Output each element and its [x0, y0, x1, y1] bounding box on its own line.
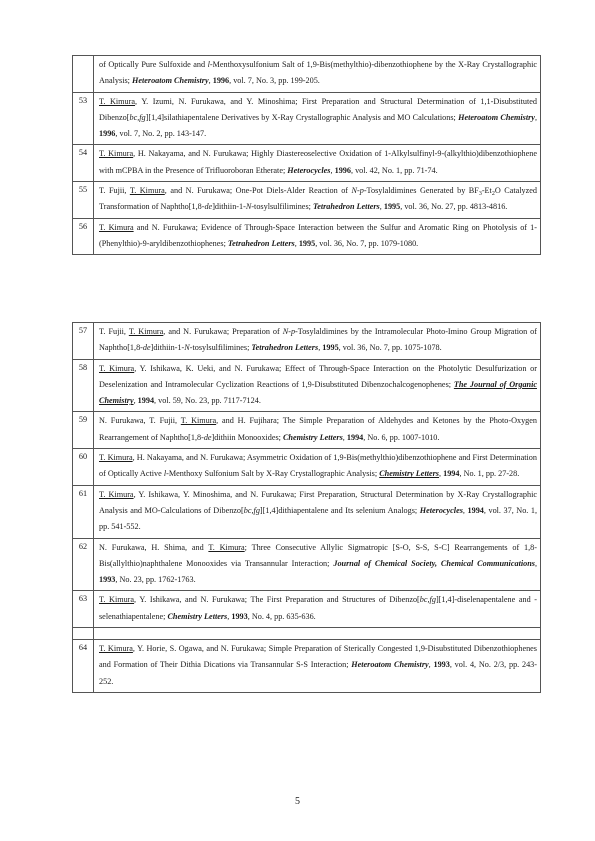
citation-text: [94, 145, 541, 182]
citation-segment: Tetrahedron Letters: [312, 202, 380, 212]
citation-segment: T. Kimura: [208, 542, 245, 552]
citation-segment: de: [203, 432, 212, 442]
citation-segment: Heteroatom Chemistry: [458, 112, 535, 122]
entry-number: 62: [73, 538, 94, 591]
citation-segment: N-p: [282, 327, 296, 336]
citation-segment: 1995: [322, 343, 339, 353]
citation-segment: bc,fg: [129, 112, 146, 122]
entry-number: 55: [73, 182, 94, 219]
publication-row: [73, 56, 541, 93]
citation-segment: , vol. 42, No. 1, pp. 71-74.: [350, 165, 438, 175]
citation-segment: 1993: [99, 575, 116, 585]
citation-segment: N: [184, 343, 190, 353]
citation-segment: , vol. 37, No. 1, pp. 541-552.: [99, 505, 538, 532]
citation-segment: bc,fg: [243, 505, 260, 515]
citation-segment: N-p: [351, 186, 364, 196]
citation-segment: , Y. Ishikawa, and N. Furukawa; The First Preparation and Structures of Dibenzo[: [134, 595, 420, 605]
publication-row: [73, 591, 541, 628]
publication-table-lower: [72, 322, 541, 693]
publication-row: [73, 182, 541, 219]
entry-number: 59: [73, 412, 94, 449]
citation-segment: , No. 6, pp. 1007-1010.: [363, 432, 440, 442]
citation-text: [94, 412, 541, 449]
citation-segment: 1994: [346, 432, 364, 442]
entry-number: 54: [73, 145, 94, 182]
entry-number: 56: [73, 218, 94, 255]
citation-segment: ][1,4]dithiapentalene and Its selenium Analogs;: [259, 505, 420, 515]
citation-segment: ][1,4]silathiapentalene Derivatives by X-Ray Crystallographic Analysis and MO Calculations;: [145, 112, 459, 122]
citation-segment: bc,fg: [419, 595, 436, 605]
citation-segment: -Tosylaldimines Generated by BF: [363, 186, 479, 196]
citation-segment: , vol. 36, No. 7, pp. 1075-1078.: [338, 343, 442, 353]
citation-text: [94, 449, 541, 486]
publication-row: [73, 640, 541, 693]
publication-row: [73, 538, 541, 591]
citation-segment: -tosylsulfilimines;: [251, 202, 313, 212]
publication-row: [73, 145, 541, 182]
entry-number: 57: [73, 323, 94, 360]
citation-segment: T. Kimura: [99, 96, 136, 106]
publication-table-upper-body: [73, 56, 541, 255]
citation-segment: Chemistry Letters: [282, 432, 343, 442]
citation-segment: 3: [478, 191, 482, 198]
citation-segment: T. Kimura: [99, 489, 134, 499]
citation-segment: ,: [342, 432, 347, 442]
citation-segment: N. Furukawa, T. Fujii,: [99, 416, 181, 426]
citation-segment: de: [204, 202, 213, 212]
citation-segment: T. Fujii,: [99, 186, 130, 196]
citation-segment: -Tosylaldimines by the Intramolecular Photo-Imino Group Migration of Naphtho[1,8-: [99, 327, 538, 353]
citation-segment: , No. 4, pp. 635-636.: [247, 611, 316, 621]
citation-segment: ,: [227, 611, 232, 621]
publication-row: [73, 485, 541, 538]
citation-segment: and N. Furukawa; Evidence of Through-Space Interaction between the Sulfur and Aromatic Ring on Photolysis of 1-(Phenylthio)-9-aryldibenzothiophenes;: [99, 222, 537, 248]
citation-text: [94, 628, 541, 640]
citation-segment: N. Furukawa, H. Shima, and: [99, 542, 209, 552]
citation-segment: T. Fujii,: [99, 327, 129, 336]
citation-segment: Chemistry Letters: [167, 611, 228, 621]
citation-text: [94, 538, 541, 591]
citation-segment: , and N. Furukawa; Preparation of: [163, 327, 283, 336]
citation-segment: T. Kimura: [99, 222, 134, 232]
citation-segment: l: [207, 60, 210, 69]
citation-text: [94, 92, 541, 145]
citation-segment: -Menthoxy Sulfonium Salt by X-Ray Crystallographic Analysis;: [166, 469, 380, 479]
citation-segment: N: [245, 202, 252, 212]
citation-text: [94, 323, 541, 360]
citation-segment: , H. Nakayama, and N. Furukawa; Asymmetric Oxidation of 1,9-Bis(methylthio)dibenzothiophene and First Determination of Optically Active: [99, 453, 537, 479]
citation-segment: , No. 23, pp. 1762-1763.: [115, 575, 196, 585]
citation-segment: T. Kimura: [99, 644, 133, 654]
citation-segment: , vol. 7, No. 3, pp. 199-205.: [229, 76, 320, 86]
citation-segment: ; Three Consecutive Allylic Sigmatropic [S-O, S-S, S-C] Rearrangements of 1,8-Bis(allylthio)naphthalene Monooxides via Transannular Interaction;: [99, 542, 538, 568]
citation-segment: Heterocycles: [419, 505, 463, 515]
citation-segment: , vol. 7, No. 2, pp. 143-147.: [115, 129, 207, 139]
citation-segment: 1993: [231, 611, 248, 621]
citation-segment: , Y. Ishikawa, K. Ueki, and N. Furukawa; Effect of Through-Space Interaction on the Photolytic Desulfurization or Deselenization and Intramolecular Cyclization Reactions of 1,9-Disubstituted Dibenzochalcogenophenes;: [99, 363, 537, 389]
citation-segment: Heteroatom Chemistry: [351, 660, 429, 670]
citation-segment: ,: [462, 505, 468, 515]
citation-segment: Heteroatom Chemistry: [131, 76, 209, 86]
citation-segment: , Y. Izumi, N. Furukawa, and Y. Minoshima; First Preparation and Structural Determination of 1,1-Disubstituted Dibenzo[: [99, 96, 537, 122]
citation-segment: l: [163, 469, 167, 479]
citation-segment: ,: [294, 238, 299, 248]
citation-segment: of Optically Pure Sulfoxide and: [99, 60, 208, 69]
citation-segment: T. Kimura: [99, 149, 134, 159]
citation-segment: , Y. Ishikawa, Y. Minoshima, and N. Furukawa; First Preparation, Structural Determination by X-Ray Crystallographic Analysis and MO-Calculations of Dibenzo[: [99, 489, 537, 515]
citation-segment: , vol. 36, No. 27, pp. 4813-4816.: [400, 202, 508, 212]
citation-segment: ,: [133, 396, 138, 406]
citation-segment: 1996: [334, 165, 351, 175]
publication-row: [73, 359, 541, 412]
citation-segment: O Catalyzed Transformation of Naphtho[1,8-: [99, 186, 537, 212]
entry-number: [73, 628, 94, 640]
citation-segment: T. Kimura: [99, 363, 135, 373]
citation-segment: ,: [428, 660, 434, 670]
citation-text: [94, 182, 541, 219]
citation-segment: ][1,4]-diselenapentalene and -selenathiapentalene;: [99, 595, 537, 621]
citation-segment: Tetrahedron Letters: [251, 343, 319, 353]
citation-segment: T. Kimura: [129, 186, 165, 196]
citation-segment: , and N. Furukawa; One-Pot Diels-Alder Reaction of: [164, 186, 352, 196]
citation-segment: ,: [208, 76, 213, 86]
citation-segment: Chemistry Letters: [379, 469, 439, 479]
entry-number: 60: [73, 449, 94, 486]
citation-segment: , vol. 36, No. 7, pp. 1079-1080.: [315, 238, 419, 248]
publication-row: [73, 218, 541, 255]
page-number: 5: [295, 796, 300, 807]
citation-segment: 1995: [383, 202, 401, 212]
citation-segment: ]dithiin Monooxides;: [211, 432, 283, 442]
citation-segment: Heterocycles: [287, 165, 331, 175]
citation-text: [94, 485, 541, 538]
citation-text: [94, 359, 541, 412]
citation-segment: 1993: [433, 660, 450, 670]
publication-table-lower-body: [73, 323, 541, 693]
citation-segment: 2: [491, 191, 495, 198]
publication-row: [73, 412, 541, 449]
citation-segment: , H. Nakayama, and N. Furukawa; Highly Diastereoselective Oxidation of 1-Alkylsulfinyl-9-(alkylthio)dibenzothiophene with mCPBA in the Presence of Trifluoroboran Etherate;: [99, 149, 537, 175]
citation-segment: 1994: [137, 396, 155, 406]
citation-text: [94, 56, 541, 93]
publication-row: [73, 449, 541, 486]
citation-segment: ,: [379, 202, 384, 212]
citation-segment: 1996: [99, 129, 116, 139]
citation-segment: , Y. Horie, S. Ogawa, and N. Furukawa; Simple Preparation of Sterically Congested 1,9-Disubstituted Dibenzothiophenes and Formation of Their Dithia Dications via Transannular S-S Interaction;: [99, 644, 537, 670]
citation-segment: , vol. 4, No. 2/3, pp. 243-252.: [99, 660, 537, 686]
citation-segment: ,: [330, 165, 335, 175]
citation-segment: ,: [534, 558, 537, 568]
citation-segment: 1994: [443, 469, 460, 479]
citation-segment: ]dithiin-1-: [150, 343, 185, 353]
citation-segment: Tetrahedron Letters: [227, 238, 295, 248]
entry-number: 64: [73, 640, 94, 693]
citation-segment: ,: [534, 112, 537, 122]
citation-segment: 1996: [212, 76, 230, 86]
entry-number: [73, 56, 94, 93]
citation-segment: -Et: [481, 186, 492, 196]
citation-segment: Journal of Chemical Society, Chemical Communications: [333, 558, 535, 568]
citation-text: [94, 218, 541, 255]
entry-number: 53: [73, 92, 94, 145]
citation-segment: T. Kimura: [99, 453, 133, 463]
citation-segment: -tosylsulfilimines;: [189, 343, 252, 353]
entry-number: 61: [73, 485, 94, 538]
publication-table-upper: [72, 55, 541, 255]
citation-segment: ]dithiin-1-: [212, 202, 246, 212]
citation-segment: 1995: [298, 238, 316, 248]
citation-segment: The Journal of Organic Chemistry: [99, 379, 537, 406]
citation-segment: T. Kimura: [128, 327, 164, 336]
citation-text: [94, 640, 541, 693]
citation-segment: 1994: [467, 505, 484, 515]
citation-segment: T. Kimura: [99, 595, 135, 605]
citation-segment: ,: [439, 469, 444, 479]
publication-row: [73, 628, 541, 640]
citation-segment: de: [142, 343, 151, 353]
entry-number: 58: [73, 359, 94, 412]
citation-segment: , and H. Fujihara; The Simple Preparation of Aldehydes and Ketones by the Photo-Oxygen Rearrangement of Naphtho[1,8-: [99, 416, 537, 442]
publication-row: [73, 92, 541, 145]
citation-text: [94, 591, 541, 628]
entry-number: 63: [73, 591, 94, 628]
citation-segment: ,: [318, 343, 323, 353]
citation-segment: , No. 1, pp. 27-28.: [459, 469, 520, 479]
citation-segment: T. Kimura: [180, 416, 217, 426]
citation-segment: -Menthoxysulfonium Salt of 1,9-Bis(methylthio)-dibenzothiophene by the X-Ray Crystallographic Analysis;: [99, 60, 537, 86]
citation-segment: , vol. 59, No. 23, pp. 7117-7124.: [154, 396, 261, 406]
publication-row: [73, 323, 541, 360]
